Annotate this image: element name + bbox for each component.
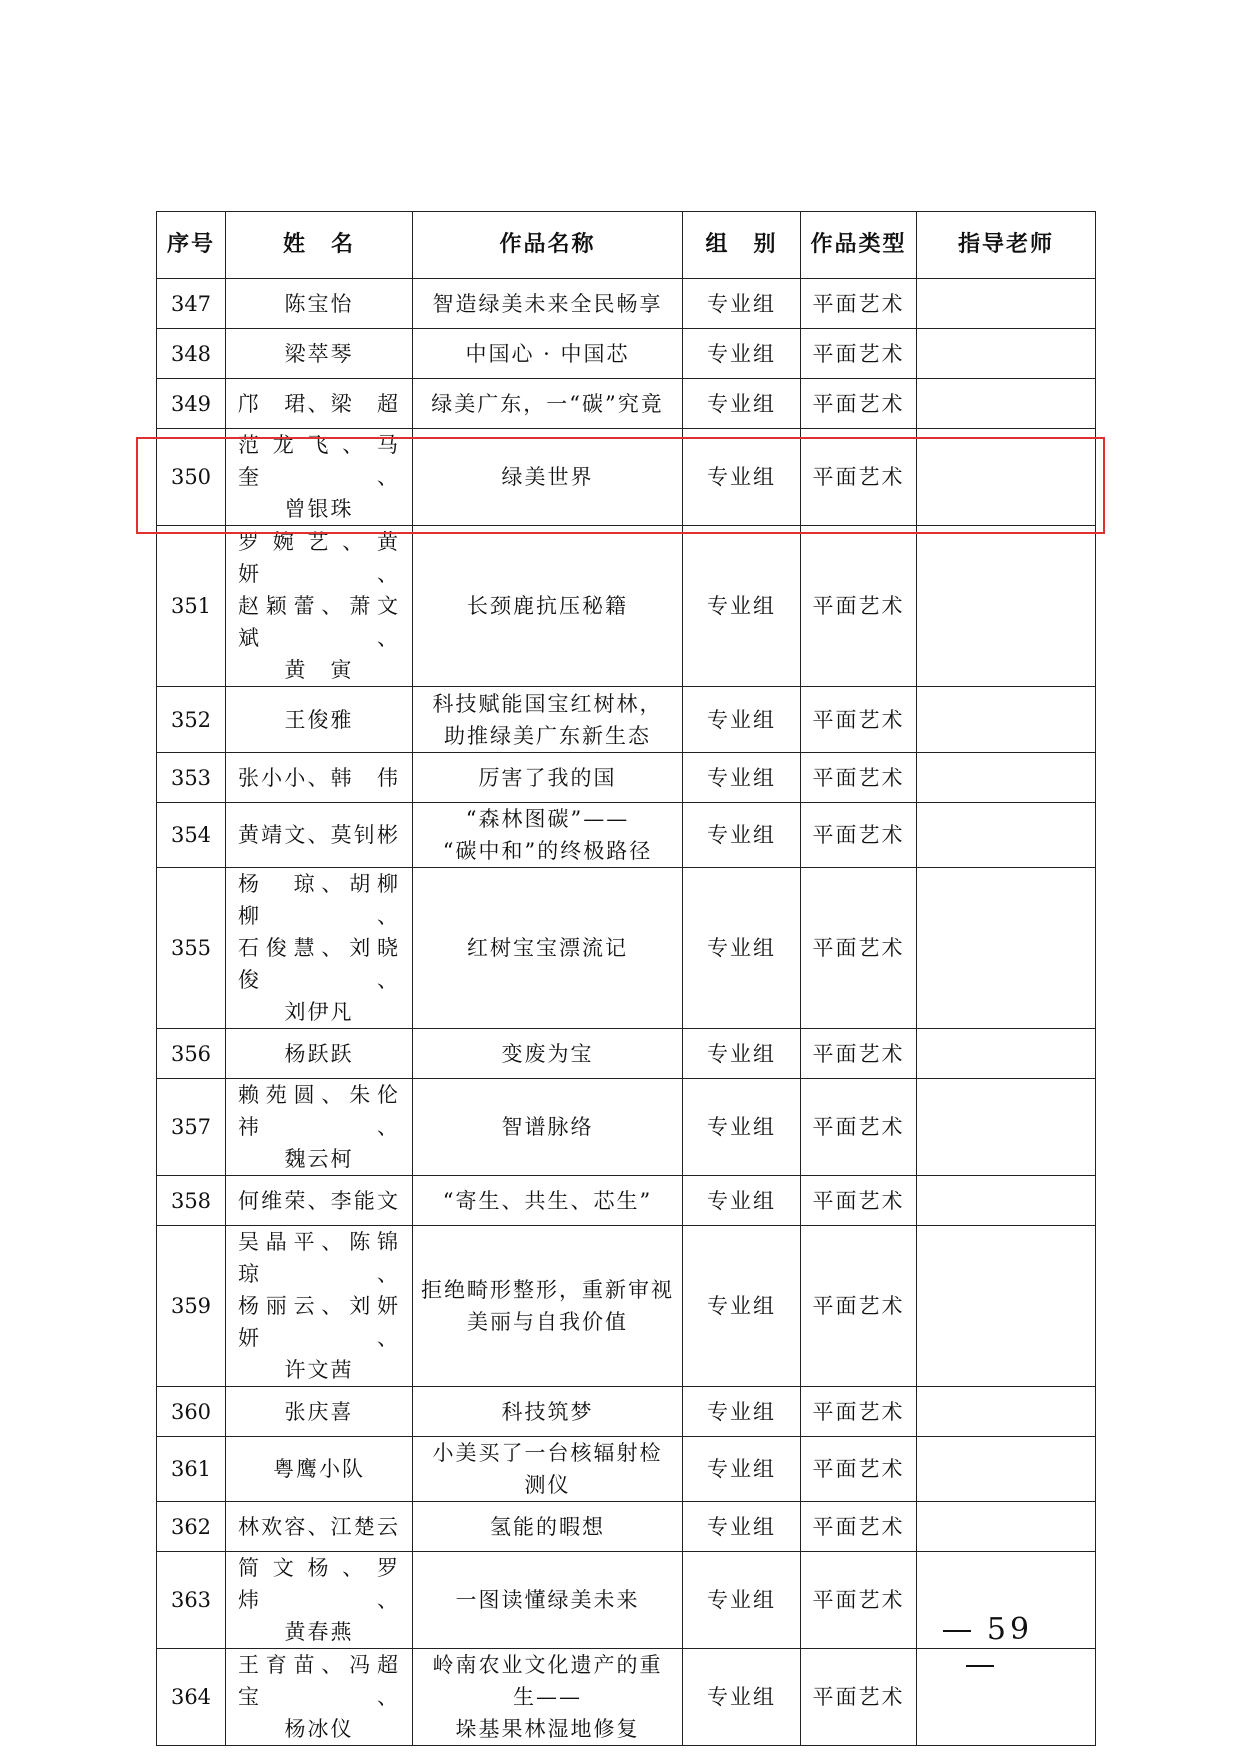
cell-work-type: 平面艺术 <box>801 803 917 868</box>
name-line: 赖苑圆、朱伦祎、 <box>238 1083 400 1139</box>
name-line: 吴晶平、陈锦琼、 <box>238 1230 400 1286</box>
cell-group: 专业组 <box>683 1176 801 1226</box>
work-title-line: 垛基果林湿地修复 <box>455 1717 640 1741</box>
cell-names <box>226 279 413 329</box>
cell-work-type: 平面艺术 <box>801 329 917 379</box>
cell-advisor <box>917 1079 1096 1176</box>
cell-group: 专业组 <box>683 1387 801 1437</box>
cell-advisor <box>917 803 1096 868</box>
work-title-line: 生—— <box>513 1685 582 1709</box>
cell-names <box>226 1387 413 1437</box>
cell-work-type: 平面艺术 <box>801 868 917 1029</box>
name-line: 赵颖蕾、萧文斌、 <box>238 594 400 650</box>
cell-advisor <box>917 687 1096 753</box>
work-title-line: 岭南农业文化遗产的重 <box>432 1653 663 1677</box>
name-line: 邝 珺、梁 超 <box>238 391 400 416</box>
name-line: 魏云柯 <box>284 1147 354 1171</box>
table-row <box>157 279 1096 329</box>
cell-work-title <box>413 379 683 429</box>
work-title-line: 助推绿美广东新生态 <box>444 723 651 748</box>
work-title-line: 变废为宝 <box>501 1041 594 1066</box>
cell-work-type: 平面艺术 <box>801 1649 917 1746</box>
name-line: 张庆喜 <box>284 1399 354 1424</box>
name-line: 粤鹰小队 <box>273 1457 365 1481</box>
cell-work-title <box>413 1649 683 1746</box>
name-line: 黄春燕 <box>284 1620 354 1644</box>
cell-group: 专业组 <box>683 803 801 868</box>
work-title-line: 科技筑梦 <box>501 1399 594 1424</box>
cell-names <box>226 687 413 753</box>
table-header-row <box>157 212 1096 279</box>
cell-work-type: 平面艺术 <box>801 1502 917 1552</box>
work-title-line: 中国心 · 中国芯 <box>465 341 630 366</box>
work-title-line: 智谱脉络 <box>501 1115 594 1139</box>
work-title-line: “碳中和”的终极路径 <box>442 839 653 863</box>
cell-advisor <box>917 753 1096 803</box>
cell-names <box>226 803 413 868</box>
table-row <box>157 1502 1096 1552</box>
table-row <box>157 1437 1096 1502</box>
cell-advisor <box>917 1226 1096 1387</box>
cell-work-title <box>413 1029 683 1079</box>
cell-names <box>226 1502 413 1552</box>
cell-group: 专业组 <box>683 1552 801 1649</box>
cell-work-type: 平面艺术 <box>801 526 917 687</box>
cell-group: 专业组 <box>683 753 801 803</box>
work-title-line: 氢能的暇想 <box>490 1514 605 1539</box>
cell-work-type: 平面艺术 <box>801 1437 917 1502</box>
cell-group: 专业组 <box>683 279 801 329</box>
cell-group: 专业组 <box>683 429 801 526</box>
table-row <box>157 1079 1096 1176</box>
work-title-line: “寄生、共生、芯生” <box>442 1188 653 1213</box>
work-title-line: 绿美广东，一“碳”究竟 <box>431 391 664 416</box>
award-roster-table <box>156 211 1096 1746</box>
cell-work-title <box>413 803 683 868</box>
cell-names <box>226 1079 413 1176</box>
cell-names <box>226 753 413 803</box>
name-line: 罗婉艺、黄 妍、 <box>238 530 423 586</box>
cell-group: 专业组 <box>683 1437 801 1502</box>
table-row <box>157 1387 1096 1437</box>
work-title-line: 测仪 <box>524 1473 571 1497</box>
work-title-line: 绿美世界 <box>501 465 594 489</box>
cell-names <box>226 1552 423 1649</box>
work-title-line: 拒绝畸形整形，重新审视 <box>421 1278 674 1302</box>
cell-names <box>226 1176 413 1226</box>
cell-work-title <box>413 429 683 526</box>
page-number: 59 <box>986 1612 1034 1647</box>
work-title-line: 红树宝宝漂流记 <box>467 936 628 960</box>
cell-serial-number: 347 <box>157 279 226 329</box>
name-line: 曾银珠 <box>284 497 354 521</box>
cell-serial-number: 363 <box>157 1552 226 1649</box>
cell-work-title <box>413 1552 683 1649</box>
table-row <box>157 868 1096 1029</box>
cell-work-type: 平面艺术 <box>801 429 917 526</box>
cell-serial-number: 354 <box>157 803 226 868</box>
cell-names <box>226 1029 413 1079</box>
name-line: 黄 寅 <box>284 658 354 682</box>
table-row <box>157 379 1096 429</box>
name-line: 梁萃琴 <box>284 341 354 366</box>
cell-work-type: 平面艺术 <box>801 753 917 803</box>
name-line: 杨 琼、胡柳柳、 <box>238 872 400 928</box>
cell-work-title <box>413 687 683 753</box>
cell-work-type: 平面艺术 <box>801 687 917 753</box>
cell-serial-number: 362 <box>157 1502 226 1552</box>
cell-advisor <box>917 1437 1096 1502</box>
cell-names <box>226 429 423 526</box>
name-line: 石俊慧、刘晓俊、 <box>238 936 400 992</box>
cell-work-title <box>413 279 683 329</box>
cell-group: 专业组 <box>683 1079 801 1176</box>
cell-serial-number: 358 <box>157 1176 226 1226</box>
cell-work-title <box>413 753 683 803</box>
name-line: 简文杨、罗 炜、 <box>238 1556 423 1612</box>
cell-serial-number: 353 <box>157 753 226 803</box>
cell-serial-number: 351 <box>157 526 226 687</box>
cell-advisor <box>917 868 1096 1029</box>
cell-names <box>226 1226 413 1387</box>
cell-group: 专业组 <box>683 329 801 379</box>
cell-serial-number: 352 <box>157 687 226 753</box>
name-line: 王育苗、冯超宝、 <box>238 1653 400 1709</box>
cell-group: 专业组 <box>683 379 801 429</box>
table-row <box>157 1176 1096 1226</box>
name-line: 陈宝怡 <box>284 291 354 316</box>
header-serial-number: 序号 <box>157 212 226 279</box>
cell-advisor <box>917 429 1096 526</box>
page-footer <box>900 1612 1060 1682</box>
cell-work-title <box>413 868 683 1029</box>
cell-advisor <box>917 279 1096 329</box>
name-line: 杨冰仪 <box>284 1717 354 1741</box>
work-title-line: 长颈鹿抗压秘籍 <box>467 594 628 618</box>
cell-group: 专业组 <box>683 1649 801 1746</box>
name-line: 张小小、韩 伟 <box>238 765 400 790</box>
cell-advisor <box>917 1502 1096 1552</box>
work-title-line: “森林图碳”—— <box>465 807 630 831</box>
cell-work-title <box>413 1502 683 1552</box>
work-title-line: 智造绿美未来全民畅享 <box>432 291 663 316</box>
cell-advisor <box>917 1029 1096 1079</box>
cell-advisor <box>917 329 1096 379</box>
cell-serial-number: 357 <box>157 1079 226 1176</box>
cell-work-title <box>413 1387 683 1437</box>
cell-serial-number: 360 <box>157 1387 226 1437</box>
cell-advisor <box>917 526 1096 687</box>
cell-serial-number: 359 <box>157 1226 226 1387</box>
cell-group: 专业组 <box>683 1029 801 1079</box>
name-line: 许文茜 <box>284 1358 354 1382</box>
work-title-line: 科技赋能国宝红树林， <box>432 691 663 716</box>
cell-work-title <box>413 526 683 687</box>
table-body <box>157 279 1096 1746</box>
cell-work-title <box>413 1437 683 1502</box>
cell-serial-number: 355 <box>157 868 226 1029</box>
cell-work-type: 平面艺术 <box>801 1226 917 1387</box>
cell-work-type: 平面艺术 <box>801 279 917 329</box>
cell-advisor <box>917 1176 1096 1226</box>
cell-work-type: 平面艺术 <box>801 1029 917 1079</box>
cell-group: 专业组 <box>683 868 801 1029</box>
work-title-line: 美丽与自我价值 <box>467 1310 628 1334</box>
name-line: 杨跃跃 <box>284 1041 354 1066</box>
cell-work-title <box>413 329 683 379</box>
cell-work-type: 平面艺术 <box>801 1387 917 1437</box>
cell-group: 专业组 <box>683 1502 801 1552</box>
name-line: 杨丽云、刘妍妍、 <box>238 1294 400 1350</box>
table-row <box>157 687 1096 753</box>
header-name: 姓 名 <box>226 212 413 279</box>
cell-names <box>226 526 423 687</box>
work-title-line: 小美买了一台核辐射检 <box>432 1441 663 1465</box>
name-line: 范龙飞、马 奎、 <box>238 433 423 489</box>
dash-right <box>966 1665 994 1667</box>
header-work-type: 作品类型 <box>801 212 917 279</box>
name-line: 王俊雅 <box>284 707 354 732</box>
table-row <box>157 329 1096 379</box>
cell-work-type: 平面艺术 <box>801 1552 917 1649</box>
cell-advisor <box>917 379 1096 429</box>
cell-work-title <box>413 1176 683 1226</box>
cell-work-title <box>413 1079 683 1176</box>
cell-advisor <box>917 1387 1096 1437</box>
work-title-line: 一图读懂绿美未来 <box>455 1588 640 1612</box>
dash-left <box>943 1630 971 1632</box>
cell-work-type: 平面艺术 <box>801 379 917 429</box>
work-title-line: 厉害了我的国 <box>478 765 617 790</box>
cell-work-type: 平面艺术 <box>801 1079 917 1176</box>
header-group: 组 别 <box>683 212 801 279</box>
cell-group: 专业组 <box>683 1226 801 1387</box>
name-line: 刘伊凡 <box>284 1000 354 1024</box>
table-row <box>157 803 1096 868</box>
cell-serial-number: 350 <box>157 429 226 526</box>
cell-group: 专业组 <box>683 526 801 687</box>
table-row <box>157 526 1096 687</box>
name-line: 林欢容、江楚云 <box>238 1514 400 1539</box>
cell-names <box>226 379 413 429</box>
name-line: 何维荣、李能文 <box>238 1188 400 1213</box>
table-row <box>157 1029 1096 1079</box>
table-row <box>157 753 1096 803</box>
cell-group: 专业组 <box>683 687 801 753</box>
cell-names <box>226 1437 413 1502</box>
cell-serial-number: 364 <box>157 1649 226 1746</box>
cell-work-type: 平面艺术 <box>801 1176 917 1226</box>
table-row <box>157 1226 1096 1387</box>
cell-work-title <box>413 1226 683 1387</box>
cell-serial-number: 356 <box>157 1029 226 1079</box>
cell-serial-number: 361 <box>157 1437 226 1502</box>
header-advisor: 指导老师 <box>917 212 1096 279</box>
table-row <box>157 429 1096 526</box>
cell-serial-number: 348 <box>157 329 226 379</box>
cell-names <box>226 329 413 379</box>
cell-names <box>226 1649 413 1746</box>
cell-names <box>226 868 413 1029</box>
header-work-title: 作品名称 <box>413 212 683 279</box>
cell-serial-number: 349 <box>157 379 226 429</box>
name-line: 黄靖文、莫钊彬 <box>238 823 400 847</box>
